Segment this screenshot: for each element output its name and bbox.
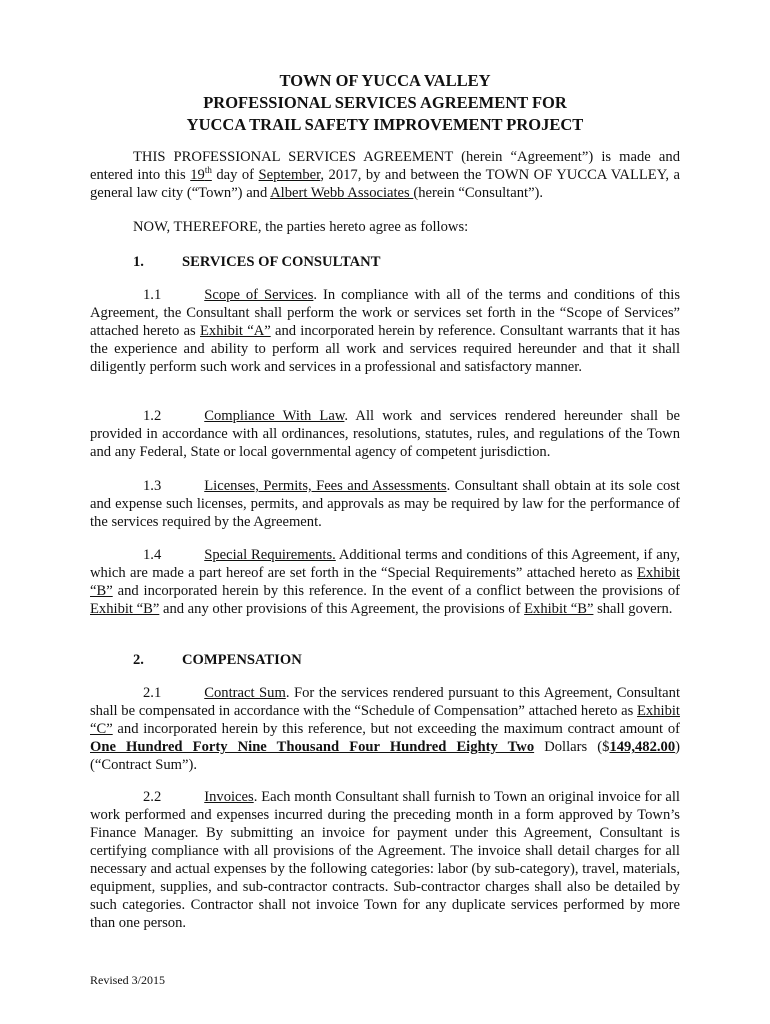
intro-paragraph: THIS PROFESSIONAL SERVICES AGREEMENT (herein “Agreement”) is made and entered into this 19th day of September, 2017, by and between the TOWN OF YUCCA VALLEY, a general law city (“Town”) and Albert Webb Associates (herein “Consultant”). <box>90 149 680 201</box>
now-therefore-paragraph: NOW, THEREFORE, the parties hereto agree as follows: <box>133 219 469 235</box>
section-1-1-paragraph: 1.1 Scope of Services. In compliance with all of the terms and conditions of this Agreement, the Consultant shall perform the work or services set forth in the “Scope of Services” attached hereto as Exhibit “A” and incorporated herein by reference. Consultant warrants that it has the experience and ability to perform all work and services required hereunder and that it shall diligently perform such work and services in a professional and satisfactory manner. <box>90 287 680 375</box>
clause-title: Licenses, Permits, Fees and Assessments <box>204 478 447 494</box>
clause-number: 1.3 <box>143 478 162 494</box>
clause-title: Invoices <box>204 789 254 805</box>
section-1-2-paragraph: 1.2 Compliance With Law. All work and services rendered hereunder shall be provided in accordance with all ordinances, resolutions, statutes, rules, and regulations of the Town and any Federal, State or local governmental agency of competent jurisdiction. <box>90 408 680 460</box>
clause-number: 1.2 <box>143 408 162 424</box>
agreement-month: September <box>258 167 321 183</box>
exhibit-a-ref: Exhibit “A” <box>200 323 271 339</box>
clause-title: Special Requirements. <box>204 547 336 563</box>
section-1-heading: SERVICES OF CONSULTANT <box>182 254 381 270</box>
section-1-4-paragraph: 1.4 Special Requirements. Additional terms and conditions of this Agreement, if any, which are made a part hereof are set forth in the “Special Requirements” attached hereto as Exhibit “B” and incorporated herein by this reference. In the event of a conflict between the provisions of Exhibit “B” and any other provisions of this Agreement, the provisions of Exhibit “B” shall govern. <box>90 547 681 617</box>
clause-number: 1.4 <box>143 547 162 563</box>
agreement-day: 19th <box>190 165 212 183</box>
contract-amount: 149,482.00 <box>609 739 676 755</box>
clause-title: Contract Sum <box>204 685 286 701</box>
section-1-3-paragraph: 1.3 Licenses, Permits, Fees and Assessments. Consultant shall obtain at its sole cost and expense such licenses, permits, and approvals as may be required by law for the performance of the services required by the Agreement. <box>90 478 680 530</box>
exhibit-b-ref: Exhibit “B” <box>524 601 594 617</box>
section-2-heading: COMPENSATION <box>182 652 302 668</box>
section-2-number: 2. <box>133 652 144 668</box>
clause-number: 1.1 <box>143 287 162 303</box>
section-1-number: 1. <box>133 254 144 270</box>
document-title <box>90 70 680 136</box>
clause-number: 2.2 <box>143 789 162 805</box>
section-2-1-paragraph: 2.1 Contract Sum. For the services rendered pursuant to this Agreement, Consultant shall be compensated in accordance with the “Schedule of Compensation” attached hereto as Exhibit “C” and incorporated herein by this reference, but not exceeding the maximum contract amount of One Hundred Forty Nine Thousand Four Hundred Eighty Two Dollars ($149,482.00) (“Contract Sum”). <box>90 685 681 773</box>
exhibit-b-ref: Exhibit “B” <box>90 565 680 599</box>
contract-amount-words: One Hundred Forty Nine Thousand Four Hundred Eighty Two <box>90 739 535 755</box>
exhibit-b-ref: Exhibit “B” <box>90 601 160 617</box>
clause-number: 2.1 <box>143 685 162 701</box>
consultant-name: Albert Webb Associates <box>270 185 414 201</box>
title-line-2: PROFESSIONAL SERVICES AGREEMENT FOR <box>203 93 567 112</box>
revision-footer: Revised 3/2015 <box>90 973 165 987</box>
section-2-2-paragraph: 2.2 Invoices. Each month Consultant shall furnish to Town an original invoice for all work performed and expenses incurred during the preceding month in a form approved by Town’s Finance Manager. By submitting an invoice for payment under this Agreement, Consultant is certifying compliance with all provisions of the Agreement. The invoice shall detail charges for all necessary and actual expenses by the following categories: labor (by sub-category), travel, materials, equipment, supplies, and sub-contractor contracts. Sub-contractor charges shall also be detailed by such categories. Contractor shall not invoice Town for any duplicate services performed by more than one person. <box>90 789 680 931</box>
clause-title: Scope of Services <box>204 287 314 303</box>
clause-title: Compliance With Law <box>204 408 345 424</box>
title-line-3: YUCCA TRAIL SAFETY IMPROVEMENT PROJECT <box>186 115 584 134</box>
title-line-1: TOWN OF YUCCA VALLEY <box>279 71 491 90</box>
exhibit-c-ref: Exhibit “C” <box>90 703 680 737</box>
